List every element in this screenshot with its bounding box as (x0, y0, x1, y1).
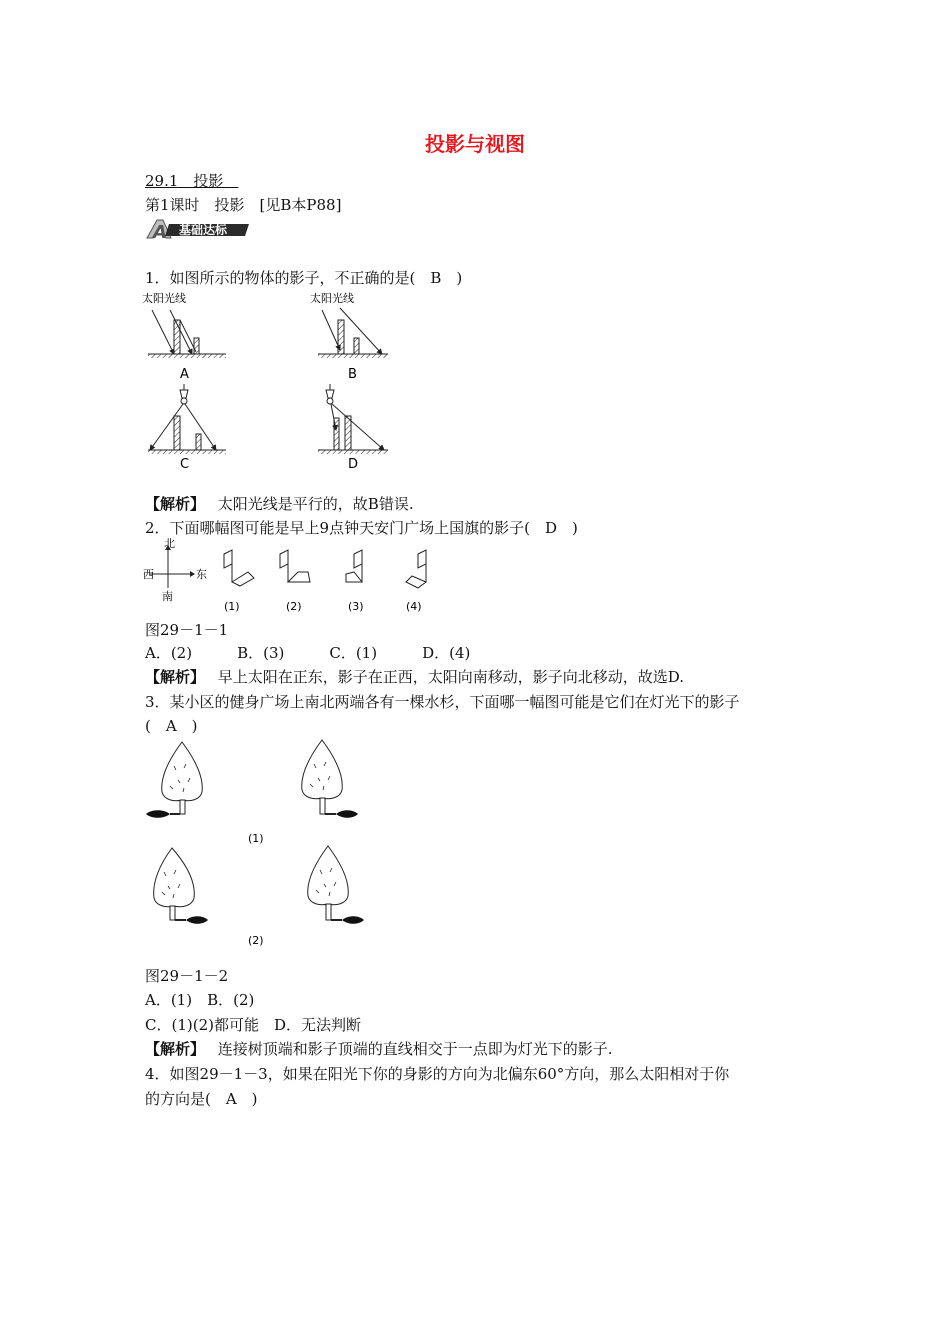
q2-analysis (145, 667, 684, 687)
q2-options: A．(2) B．(3) C．(1) D．(4) (145, 644, 471, 662)
q1-sunlight-label-a: 太阳光线 (142, 292, 186, 305)
compass-north: 北 (164, 537, 175, 550)
q3-analysis-tag: 【解析】 (145, 1040, 206, 1058)
q3-stem-line2: ( A ) (145, 717, 198, 735)
lesson-heading: 第1课时 投影 [见B本P88] (145, 196, 342, 214)
badge-text: 基础达标 (179, 223, 228, 237)
compass-west: 西 (143, 568, 154, 581)
q1-analysis-tag: 【解析】 (145, 495, 206, 513)
q2-fig-label-2: (2) (286, 600, 302, 613)
q1-option-c: C (180, 457, 190, 470)
page-title: 投影与视图 (425, 132, 525, 156)
q3-figure-caption: 图29－1－2 (145, 967, 229, 985)
q1-option-d: D (348, 457, 359, 470)
section-heading: 29.1 投影 (145, 172, 239, 190)
q3-fig-label-2: (2) (248, 934, 264, 947)
q2-figure (140, 536, 440, 616)
q1-stem: 1．如图所示的物体的影子，不正确的是( B ) (145, 269, 463, 287)
compass-east: 东 (196, 568, 207, 581)
q3-analysis (145, 1039, 613, 1059)
q3-options-line2: C．(1)(2)都可能 D．无法判断 (145, 1016, 361, 1034)
q2-analysis-tag: 【解析】 (145, 668, 206, 686)
q2-fig-label-3: (3) (348, 600, 364, 613)
q3-options-line1: A．(1) B．(2) (145, 991, 255, 1009)
q1-analysis-text: 太阳光线是平行的，故B错误. (217, 495, 414, 513)
q1-option-a: A (180, 367, 189, 382)
badge-letter: A (153, 222, 167, 240)
q1-analysis (145, 494, 414, 514)
q2-analysis-text: 早上太阳在正东，影子在正西，太阳向南移动，影子向北移动，故选D. (217, 668, 685, 686)
q2-fig-label-4: (4) (406, 600, 422, 613)
q3-stem-line1: 3．某小区的健身广场上南北两端各有一棵水杉，下面哪一幅图可能是它们在灯光下的影子 (145, 693, 740, 711)
q2-stem: 2．下面哪幅图可能是早上9点钟天安门广场上国旗的影子( D ) (145, 519, 578, 537)
q2-figure-caption: 图29－1－1 (145, 621, 229, 639)
q1-option-b: B (348, 367, 357, 382)
q3-fig-label-1: (1) (248, 832, 264, 845)
q4-stem-line2: 的方向是( A ) (145, 1090, 258, 1108)
q4-stem-line1: 4．如图29－1－3，如果在阳光下你的身影的方向为北偏东60°方向，那么太阳相对于你 (145, 1065, 730, 1083)
q1-sunlight-label-b: 太阳光线 (310, 292, 354, 305)
q3-figure (140, 736, 380, 956)
q2-fig-label-1: (1) (224, 600, 240, 613)
q1-figure (140, 290, 390, 470)
basic-level-badge (145, 218, 251, 240)
compass-south: 南 (162, 590, 173, 603)
q3-analysis-text: 连接树顶端和影子顶端的直线相交于一点即为灯光下的影子. (217, 1040, 613, 1058)
